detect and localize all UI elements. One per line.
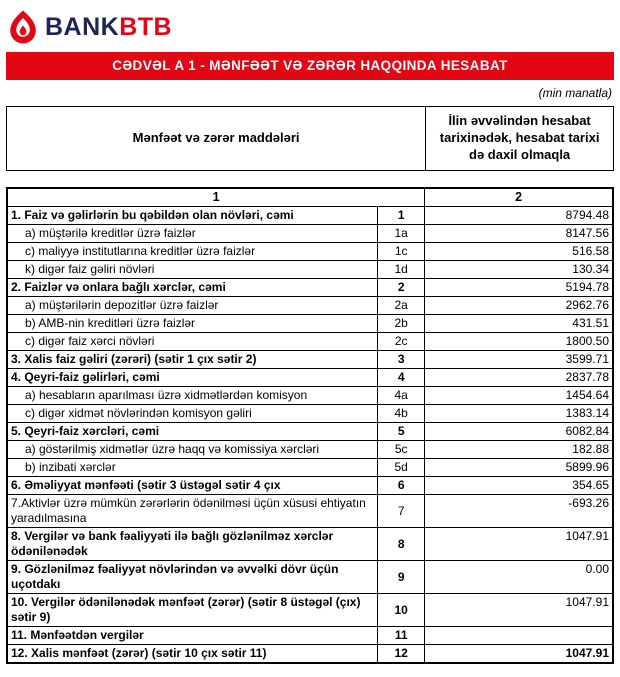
- table-row: [7, 351, 613, 369]
- row-label: c) maliyyə institutlarına kreditlər üzrə faizlər: [7, 243, 378, 261]
- row-label: c) digər xidmət növlərindən komisyon gəliri: [7, 405, 378, 423]
- row-number: 12: [378, 645, 425, 664]
- row-label: 3. Xalis faiz gəliri (zərəri) (sətir 1 çıx sətir 2): [7, 351, 378, 369]
- row-label: 12. Xalis mənfəət (zərər) (sətir 10 çıx sətir 11): [7, 645, 378, 664]
- row-value: 8794.48: [425, 207, 613, 225]
- row-label: 6. Əməliyyat mənfəəti (sətir 3 üstəgəl sətir 4 çıx: [7, 477, 378, 495]
- row-label: a) hesabların aparılması üzrə xidmətlərdən komisyon: [7, 387, 378, 405]
- row-value: 0.00: [425, 561, 613, 594]
- table-row: [7, 561, 613, 594]
- row-number: 11: [378, 627, 425, 645]
- row-value: 182.88: [425, 441, 613, 459]
- row-value: 431.51: [425, 315, 613, 333]
- row-label: 9. Gözlənilməz fəaliyyət növlərindən və əvvəlki dövr üçün uçotdakı: [7, 561, 378, 594]
- row-label: 4. Qeyri-faiz gəlirləri, cəmi: [7, 369, 378, 387]
- row-value: 1454.64: [425, 387, 613, 405]
- row-number: 4b: [378, 405, 425, 423]
- row-value: 516.58: [425, 243, 613, 261]
- column-number-1: 1: [7, 188, 425, 207]
- row-value: 354.65: [425, 477, 613, 495]
- row-number: 1a: [378, 225, 425, 243]
- table-row: [7, 423, 613, 441]
- row-label: 8. Vergilər və bank fəaliyyəti ilə bağlı gözlənilməz xərclər ödənilənədək: [7, 528, 378, 561]
- table-row: [7, 477, 613, 495]
- table-header: [6, 106, 614, 171]
- row-number: 5c: [378, 441, 425, 459]
- row-label: b) AMB-nin kreditləri üzrə faizlər: [7, 315, 378, 333]
- row-label: b) inzibati xərclər: [7, 459, 378, 477]
- row-value: 5899.96: [425, 459, 613, 477]
- table-row: [7, 528, 613, 561]
- row-number: 3: [378, 351, 425, 369]
- table-row: [7, 333, 613, 351]
- column-number-row: [7, 188, 613, 207]
- logo-bank-word: BANK: [45, 12, 120, 41]
- report-table: [6, 187, 614, 664]
- row-number: 2b: [378, 315, 425, 333]
- units-note: (min manatla): [538, 86, 612, 100]
- table-row: [7, 387, 613, 405]
- table-row: [7, 279, 613, 297]
- row-number: 2c: [378, 333, 425, 351]
- row-value: 1047.91: [425, 594, 613, 627]
- row-value: 1047.91: [425, 645, 613, 664]
- row-number: 2: [378, 279, 425, 297]
- row-value: [425, 627, 613, 645]
- table-row: [7, 459, 613, 477]
- row-number: 5d: [378, 459, 425, 477]
- row-value: 8147.56: [425, 225, 613, 243]
- row-label: a) göstərilmiş xidmətlər üzrə haqq və komissiya xərcləri: [7, 441, 378, 459]
- table-row: [7, 261, 613, 279]
- table-row: [7, 645, 613, 664]
- row-value: 5194.78: [425, 279, 613, 297]
- row-label: 5. Qeyri-faiz xərcləri, cəmi: [7, 423, 378, 441]
- row-value: 2962.76: [425, 297, 613, 315]
- row-label: a) müştərilərin depozitlər üzrə faizlər: [7, 297, 378, 315]
- row-value: 130.34: [425, 261, 613, 279]
- table-row: [7, 297, 613, 315]
- row-label: c) digər faiz xərci növləri: [7, 333, 378, 351]
- report-rows: [7, 188, 613, 663]
- table-row: [7, 627, 613, 645]
- table-row: [7, 369, 613, 387]
- row-value: 3599.71: [425, 351, 613, 369]
- row-value: 6082.84: [425, 423, 613, 441]
- row-number: 8: [378, 528, 425, 561]
- row-label: k) digər faiz gəliri növləri: [7, 261, 378, 279]
- row-value: 1047.91: [425, 528, 613, 561]
- table-row: [7, 495, 613, 528]
- row-number: 4: [378, 369, 425, 387]
- table-row: [7, 441, 613, 459]
- row-number: 2a: [378, 297, 425, 315]
- row-number: 1: [378, 207, 425, 225]
- header-values-column: İlin əvvəlindən hesabat tarixinədək, hesabat tarixi də daxil olmaqla: [426, 107, 614, 171]
- row-number: 7: [378, 495, 425, 528]
- column-number-2: 2: [425, 188, 613, 207]
- bank-logo: [8, 8, 614, 46]
- row-label: a) müştərilə kreditlər üzrə faizlər: [7, 225, 378, 243]
- report-title-banner: CƏDVƏL A 1 - MƏNFƏƏT VƏ ZƏRƏR HAQQINDA HESABAT: [6, 52, 614, 80]
- logo-btb-word: BTB: [119, 12, 173, 41]
- row-label: 1. Faiz və gəlirlərin bu qəbildən olan növləri, cəmi: [7, 207, 378, 225]
- row-value: 2837.78: [425, 369, 613, 387]
- row-label: 10. Vergilər ödənilənədək mənfəət (zərər) (sətir 8 üstəgəl (çıx) sətir 9): [7, 594, 378, 627]
- row-number: 1c: [378, 243, 425, 261]
- row-value: 1383.14: [425, 405, 613, 423]
- row-number: 6: [378, 477, 425, 495]
- row-number: 1d: [378, 261, 425, 279]
- row-number: 5: [378, 423, 425, 441]
- row-value: 1800.50: [425, 333, 613, 351]
- bankbtb-flame-icon: [8, 9, 38, 45]
- row-number: 4a: [378, 387, 425, 405]
- table-row: [7, 225, 613, 243]
- table-row: [7, 243, 613, 261]
- header-items-column: Mənfəət və zərər maddələri: [7, 107, 426, 171]
- row-number: 10: [378, 594, 425, 627]
- table-row: [7, 315, 613, 333]
- bank-logo-text: [45, 12, 173, 41]
- row-label: 7.Aktivlər üzrə mümkün zərərlərin ödənilməsi üçün xüsusi ehtiyatın yaradılmasına: [7, 495, 378, 528]
- table-row: [7, 207, 613, 225]
- row-number: 9: [378, 561, 425, 594]
- table-row: [7, 594, 613, 627]
- row-label: 2. Faizlər və onlara bağlı xərclər, cəmi: [7, 279, 378, 297]
- row-value: -693.26: [425, 495, 613, 528]
- row-label: 11. Mənfəətdən vergilər: [7, 627, 378, 645]
- table-row: [7, 405, 613, 423]
